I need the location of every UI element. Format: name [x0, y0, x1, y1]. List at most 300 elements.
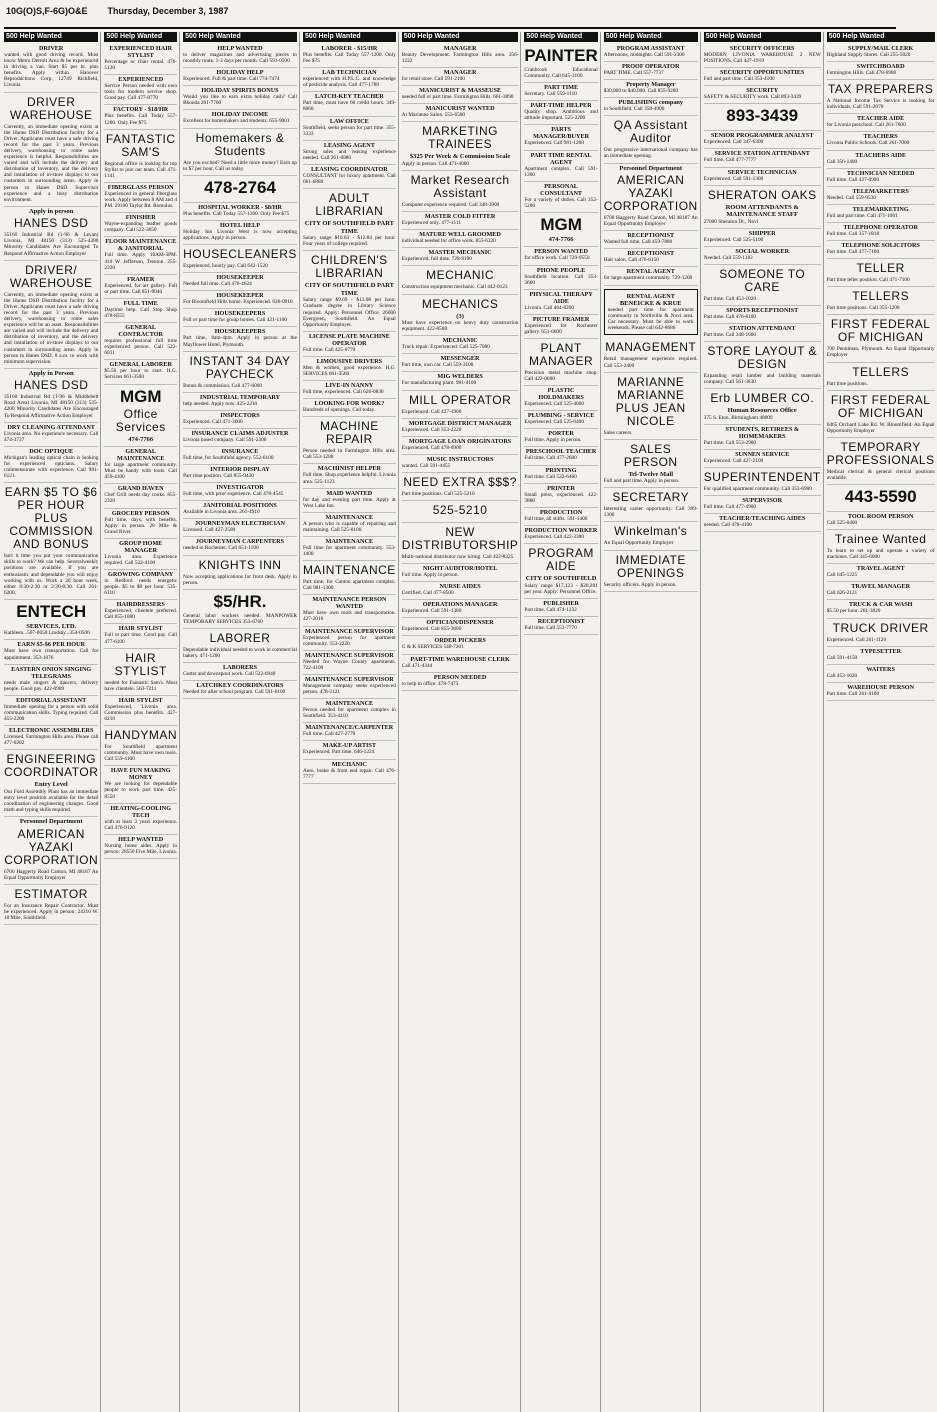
classified-ad: [827, 315, 935, 362]
ad-display-heading: FANTASTIC SAM'S: [105, 131, 176, 159]
ad-body-text: Beauty Development. Farmington Hills area. 356-1222: [401, 52, 519, 65]
classified-ad: [402, 44, 519, 68]
ad-heading: TEACHER AIDE: [857, 115, 905, 123]
ad-body-text: Experienced. Call 427-1900: [401, 408, 462, 415]
classified-ad: [183, 352, 297, 393]
ad-body-text: Part time. Call 453-1020: [703, 295, 757, 302]
ad-display-heading: 525-5210: [432, 502, 488, 517]
ad-body-text: Experienced. Call 427-2100: [703, 458, 764, 465]
ad-subheading: Personnel Department: [619, 164, 683, 172]
classified-ad: [704, 468, 821, 496]
classified-ad: [604, 551, 698, 592]
ad-heading: PARTS MANAGER/BUYER: [533, 126, 590, 141]
ad-display-heading: DRIVER/ WAREHOUSE: [9, 262, 93, 290]
classified-ad: [4, 44, 98, 93]
classified-ad: [604, 116, 698, 163]
classified-ad: [104, 75, 177, 105]
classified-ad: [827, 391, 935, 438]
classified-column: [402, 32, 522, 1412]
ad-heading: PART TIME: [544, 84, 579, 92]
ad-display-heading: Market Research Assistant: [410, 173, 510, 201]
ad-body-text: We are looking for dependable people to work part time. 425-8550: [104, 781, 178, 800]
ad-body-text: needed part time for apartment community in Northville & Novi area. Car necessary. Must be able to work weekends. Please call 642-8686: [607, 307, 694, 332]
ad-body-text: Needed. Call 559-9530: [826, 194, 876, 201]
ad-heading: MAINTENANCE SUPERVISOR: [305, 627, 394, 635]
classified-ad: [4, 885, 98, 925]
ad-heading: HEATING-COOLING TECH: [110, 804, 172, 819]
classified-ad: [104, 570, 177, 600]
classified-ad: [827, 223, 935, 241]
classified-ad: [303, 381, 396, 399]
classified-ad: [604, 231, 698, 249]
ad-body-text: 6700 Haggerty Road Canton, MI 48187 An Equal Opportunity Employer: [4, 868, 99, 881]
classified-ad: [704, 131, 821, 149]
classified-ad: [402, 104, 519, 122]
ad-display-heading: CHILDREN'S LIBRARIAN: [311, 253, 388, 281]
ad-body-text: Retail management experience required. Call 553-2400: [603, 356, 698, 369]
classified-ad: [827, 241, 935, 259]
ad-body-text: Full time. Shop experience helpful. Livonia area. 525-1123: [302, 472, 396, 485]
classified-ad: [104, 600, 177, 624]
classified-ad: [4, 817, 98, 885]
ad-body-text: Needed full time. Call 476-4624: [183, 281, 252, 288]
classified-ad: [827, 582, 935, 600]
classified-column: [827, 32, 937, 1412]
ad-display-heading: DRIVER WAREHOUSE: [9, 94, 93, 122]
ad-heading: SERVICE STATION ATTENDANT: [714, 150, 810, 158]
ad-body-text: Experienced. Call 261-1120: [826, 636, 887, 643]
ad-heading: JANITORIAL POSITIONS: [203, 502, 277, 510]
ad-heading: HOLIDAY HELP: [216, 69, 264, 77]
classified-ad: [183, 221, 297, 245]
classified-ad: [4, 423, 98, 447]
classified-ad: [4, 483, 98, 600]
ad-body-text: Part time positions. Call 355-1200: [826, 305, 900, 312]
ad-heading: MIG WELDERS: [437, 373, 483, 381]
ad-body-text: Certified. Call 477-8500: [401, 590, 454, 597]
ad-heading: MANICURIST & MASSEUSE: [419, 87, 502, 95]
ad-body-text: Call 453-1620: [826, 672, 858, 679]
ad-heading: LATCHKEY COORDINATORS: [196, 682, 284, 690]
classified-ad: [827, 619, 935, 647]
ad-body-text: Livonia. Call 464-8260: [524, 304, 574, 311]
ad-display-heading: MGM: [119, 386, 162, 406]
section-header: 500 Help Wanted: [604, 32, 698, 42]
classified-ad: [402, 295, 519, 337]
ad-body-text: Full time. Call 427-2770: [302, 731, 356, 738]
ad-body-text: Call 626-2121: [826, 590, 858, 597]
ad-body-text: Afternoons, midnights. Call 591-2300: [603, 52, 685, 58]
classified-ad: [402, 501, 519, 523]
classified-ad: [402, 600, 519, 618]
ad-body-text: Part time positions.: [826, 380, 868, 387]
classified-ad: [183, 519, 297, 537]
classified-ad: [827, 80, 935, 114]
ad-display-heading: TELLERS: [852, 364, 910, 379]
ad-body-text: to deliver magazines and advertising pieces to monthly route. 1-3 days per month. Call 591-0500: [183, 52, 297, 65]
ad-heading: SECURITY: [746, 87, 779, 95]
ad-subheading: (3): [456, 312, 464, 320]
ad-heading: MECHANIC: [442, 337, 478, 345]
ad-body-text: Experienced. Call 591-1300: [703, 175, 764, 182]
ad-body-text: Livonia area. No experience necessary. Call 474-3737: [4, 430, 99, 443]
ad-subheading: Entry Level: [34, 781, 68, 789]
ad-body-text: Management company seeks experienced person. 478-2121: [302, 682, 396, 696]
ad-body-text: Needed. Call 559-1182: [703, 254, 753, 261]
classified-ad: [524, 315, 597, 339]
ad-heading: SUNNEN SERVICE: [735, 451, 790, 459]
classified-ad: [4, 369, 98, 423]
ad-heading: MAINTENANCE PERSON WANTED: [312, 596, 387, 611]
classified-ad: [183, 327, 297, 351]
ad-heading: MASTER MECHANIC: [428, 249, 492, 257]
ad-heading: JOURNEYMAN CARPENTERS: [195, 538, 285, 546]
ad-body-text: PART TIME. Call 557-7737: [603, 70, 664, 77]
ad-body-text: Full and part time. Apply in person.: [603, 478, 680, 485]
classified-ad: [402, 86, 519, 104]
classified-ad: [524, 386, 597, 411]
ad-body-text: Experienced. Call 353-2220: [401, 426, 462, 433]
classified-ad: [183, 447, 297, 465]
ad-body-text: Chef Grill needs day cooks. 855-2320: [104, 492, 178, 505]
ad-body-text: Part time positions. Call 525-5210: [401, 490, 475, 497]
ad-body-text: Expanding retail lumber and building materials company. Call 561-3830: [703, 373, 821, 386]
ad-body-text: Full time. Call 553-7770: [524, 624, 577, 631]
classified-ad: [303, 537, 396, 561]
ad-heading: SECURITY OFFICERS: [729, 45, 795, 52]
classified-ad: [524, 247, 597, 265]
ad-subheading: CITY OF SOUTHFIELD PART TIME: [304, 282, 394, 297]
ad-heading: STUDENTS, RETIREES & HOMEMAKERS: [725, 426, 800, 440]
ad-heading: PERSONAL CONSULTANT: [540, 182, 583, 197]
ad-body-text: 700 Penniman, Plymouth. An Equal Opportunity Employer: [826, 346, 935, 359]
classified-ad: [4, 726, 98, 750]
ad-body-text: 35160 Industrial Rd (1-96 & Levan) Livonia, MI 48150 (313) 525-4200 Minority Candidates Are Encouraged To Respond Affirmative Action Employer: [4, 232, 99, 257]
ad-body-text: 35160 Industrial Rd (1-96 & Middlebelt Road Area) Livonia, MI 48150 (313) 525-4200 Minority Candidates Are Encouraged To Respond Affirmative Action Employer: [4, 394, 99, 419]
ad-body-text: for large apartment community. 729-1200: [603, 275, 693, 282]
ad-subheading: $325 Per Week & Commission Scale: [409, 153, 511, 161]
ad-heading: LEASING AGENT: [323, 141, 375, 149]
ad-heading: LABORERS: [222, 664, 258, 672]
ad-body-text: Salary range $10.63 - $12.84 per hour. Four years of college required.: [302, 235, 396, 248]
ad-body-text: Construction equipment mechanic. Call 442-0123: [401, 284, 508, 291]
ad-body-text: Now accepting applications for front desk. Apply in person.: [183, 573, 297, 586]
classified-ad: [303, 399, 396, 417]
classified-ad: [303, 741, 396, 759]
ad-body-text: Experienced person for apartment community. 553-2220: [302, 634, 396, 647]
ad-heading: MAINTENANCE/CARPENTER: [305, 724, 394, 732]
ad-heading: PUBLISHER: [543, 599, 579, 607]
ad-body-text: Full and part time. Call 471-1081: [826, 212, 898, 219]
ad-display-heading: 478-2764: [204, 177, 276, 197]
ad-display-heading: NEED EXTRA $$$?: [403, 474, 517, 489]
ad-body-text: needed full or part time. Farmington Hills. 661-3890: [401, 94, 514, 101]
classified-ad: [704, 168, 821, 186]
classified-ad: [524, 447, 597, 465]
ad-body-text: Must have experience on heavy duty construction equipment. 422-8500: [401, 320, 519, 333]
section-header: 500 Help Wanted: [524, 32, 597, 42]
classified-ad: [524, 544, 597, 599]
ad-display-heading: ENGINEERING COORDINATOR: [4, 752, 99, 780]
ad-body-text: Computer experience required. Call 348-3900: [401, 202, 500, 209]
ad-heading: WAREHOUSE PERSON: [847, 683, 915, 691]
classified-ad: [303, 332, 396, 357]
ad-body-text: Call 591-4150: [826, 654, 858, 661]
ad-body-text: Percentage or chair rental. 476-5120: [104, 59, 178, 72]
ad-body-text: in Redford needs energetic people. $5 to $8 per hour. 535-6110: [104, 577, 178, 597]
ad-subheading: Apply in person: [28, 207, 74, 215]
ad-body-text: Men & women, good experience. H.G. SERVICES 661-3560: [302, 364, 396, 377]
ad-heading: DRY CLEANING ATTENDANT: [7, 423, 95, 431]
ad-display-heading: Homemakers & Students: [195, 130, 285, 158]
ad-heading: TOOL ROOM PERSON: [847, 512, 914, 520]
ad-heading: TELEPHONE OPERATOR: [843, 223, 918, 231]
classified-ad: [402, 372, 519, 390]
ad-heading: FINISHER: [125, 214, 156, 222]
classified-ad: [402, 419, 519, 437]
classified-ad: [303, 357, 396, 381]
classified-ad: [303, 251, 396, 331]
ad-body-text: Licensed, Farmington Hills area. Please call 477-0202: [4, 734, 99, 747]
classified-ad: [524, 182, 597, 213]
ad-display-heading: INSTANT 34 DAY PAYCHECK: [189, 353, 291, 381]
classified-ad: [827, 187, 935, 205]
ad-body-text: Person needed for apartment complex in Southfield. 353-4110: [302, 707, 396, 720]
classified-ad: [303, 92, 396, 116]
ad-body-text: Salary range $9.69 - $13.08 per hour. Graduate degree in Library Science required. Apply: Personnel Office, 26000 Evergreen, Southfield. An Equal Opportunity Employer.: [302, 297, 396, 328]
ad-heading: HAIR STYLIST: [118, 625, 163, 633]
classified-ad: [402, 618, 519, 636]
classified-ad: [183, 411, 297, 429]
classified-ad: [704, 149, 821, 167]
classified-ad: [704, 324, 821, 342]
classified-ad: [827, 363, 935, 391]
classified-ad: [183, 501, 297, 519]
classified-ad: [604, 80, 698, 98]
ad-body-text: Experienced. Call 525-6400: [524, 419, 584, 426]
ad-heading: PORTER: [548, 430, 574, 438]
ad-heading: FIBERGLASS PERSON: [107, 183, 174, 191]
ad-body-text: Experienced, for art gallery. Full or part time. Call 851-9040: [104, 282, 178, 295]
ad-body-text: Our progressive international company has an immediate opening.: [603, 147, 698, 160]
classified-ad: [104, 649, 177, 696]
ad-display-heading: MGM: [540, 214, 582, 234]
ad-heading: LABORER - $15/HR: [321, 45, 378, 52]
ad-body-text: Salary range $17,123 - $20,281 per year. Apply: Personnel Office.: [524, 582, 598, 595]
ad-display-heading: SECRETARY: [612, 490, 690, 505]
classified-ad: [402, 248, 519, 266]
classified-ad: [104, 726, 177, 766]
classified-ad: [827, 683, 935, 701]
ad-heading: HELP WANTED: [217, 45, 263, 52]
ad-display-heading: 443-5590: [844, 486, 917, 506]
classified-ad: [4, 93, 98, 207]
ad-heading: HOUSEKEEPER: [216, 274, 264, 282]
ad-body-text: Full time. Call 425-0770: [302, 346, 356, 353]
classified-ad: [604, 98, 698, 116]
ad-body-text: Needed for after school program. Call 591-0100: [183, 689, 286, 696]
ad-display-heading: NEW DISTRIBUTORSHIP: [401, 524, 519, 552]
ad-body-text: needed in Rochester. Call 651-1100: [183, 545, 259, 552]
classified-ad: [524, 83, 597, 101]
ad-heading: MAINTENANCE SUPERVISOR: [305, 651, 394, 659]
ad-body-text: Full time. Apply 10AM-3PM. 410 W. Jefferson, Trenton. 255-2320: [104, 252, 178, 271]
ad-body-text: for Livonia preschool. Call 261-7000: [826, 122, 906, 129]
ad-display-heading: SOMEONE TO CARE: [719, 266, 806, 294]
ad-heading: MAINTENANCE: [325, 538, 374, 545]
classified-ad: [524, 508, 597, 526]
ad-body-text: For manufacturing plant. 981-4100: [401, 380, 477, 387]
ad-heading: SERVICE TECHNICIAN: [727, 168, 797, 176]
ad-body-text: Must have own tools and transportation. 427-2010: [302, 610, 396, 623]
ad-body-text: Experienced. Part time. 646-1224: [302, 749, 375, 756]
classified-ad: [104, 44, 177, 75]
classified-ad: [183, 203, 297, 221]
ad-display-heading: MECHANIC: [426, 268, 495, 283]
ad-body-text: Available in Livonia area. 261-4910: [183, 509, 260, 516]
classified-ad: [402, 336, 519, 354]
ad-display-heading: PROGRAM AIDE: [528, 546, 594, 574]
ad-body-text: 375 S. Eton, Birmingham 48009: [703, 414, 773, 421]
ad-heading: JOURNEYMAN ELECTRICIAN: [195, 520, 285, 528]
classified-column: [183, 32, 300, 1412]
ad-display-heading: MANAGEMENT: [605, 340, 697, 355]
classified-ad: [402, 673, 519, 691]
ad-body-text: Full and part time. Call 353-4100: [703, 76, 775, 83]
ad-heading: RECEPTIONIST: [627, 232, 675, 240]
ad-body-text: Needed for Wayne County apartments. 722-4100: [302, 658, 396, 671]
ad-heading: SUPPLY/MAIL CLERK: [848, 45, 914, 52]
ad-heading: MAINTENANCE: [325, 700, 374, 708]
classified-ad: [4, 261, 98, 369]
classified-ad: [303, 627, 396, 651]
ad-heading: PRESCHOOL TEACHER: [525, 448, 597, 456]
classified-ad: [704, 514, 821, 532]
ad-body-text: For an Insurance Repair Contractor. Must be experienced. Apply in person: 24310 W. 10 Mile, Southfield.: [4, 902, 99, 922]
ad-heading: LICENSE PLATE MACHINE OPERATOR: [308, 332, 390, 347]
ad-body-text: Experienced. Call 591-1300: [401, 608, 462, 615]
ad-heading: MESSENGER: [440, 355, 480, 363]
classified-ad: [704, 306, 821, 324]
ad-heading: HOSPITAL WORKER - $8/HR: [198, 203, 282, 211]
classified-ad: [827, 114, 935, 132]
ad-body-text: Service Person needed with own tools for modern service shop. Good pay. Call 477-8770: [104, 83, 178, 102]
ad-heading: TEACHER/TEACHING AIDES: [719, 515, 806, 523]
section-header: 500 Help Wanted: [183, 32, 297, 42]
ad-heading: MUSIC INSTRUCTORS: [426, 455, 494, 463]
ad-heading: TELEPHONE SOLICITORS: [841, 242, 920, 250]
ad-body-text: experienced with H.P.L.C. and knowledge of pesticide analysis. Call 477-1780: [302, 76, 396, 89]
ad-body-text: Strong sales and leasing experience needed. Call 261-6880: [302, 148, 396, 161]
ad-body-text: Part time. Call 476-6100: [703, 314, 757, 321]
classified-ad: [402, 354, 519, 372]
ad-subheading: Apply in Person: [28, 369, 74, 377]
ad-body-text: Part time. Call 477-7100: [826, 249, 880, 256]
classified-ad: [402, 636, 519, 654]
classified-ad: [303, 513, 396, 537]
ad-body-text: Truck repair. Experienced. Call 525-7080: [401, 344, 490, 351]
ad-display-heading: HANES DSD: [13, 378, 89, 393]
ad-heading: NIGHT AUDITOR/HOTEL: [422, 565, 498, 573]
classified-ad: [704, 342, 821, 389]
ad-heading: SOCIAL WORKER: [735, 247, 790, 255]
ad-body-text: Must have own transportation. Call for appointment. 353-1076: [4, 648, 99, 661]
classified-ad: [604, 267, 698, 285]
ad-heading: DRIVER: [38, 45, 64, 52]
ad-heading: FRAMER: [127, 275, 155, 283]
ad-heading: OPTICIAN/DISPENSER: [426, 619, 494, 627]
ad-body-text: Full time, for Southfield agency. 552-6100: [183, 454, 274, 461]
classified-ad: [704, 389, 821, 425]
classified-column: [303, 32, 399, 1412]
ad-heading: TELEMARKETERS: [852, 187, 909, 195]
ad-body-text: 6465 Orchard Lake Rd. W. Bloomfield. An Equal Opportunity Employer: [826, 421, 935, 434]
ad-heading: GROCERY PERSON: [111, 509, 170, 517]
classified-ad: [524, 429, 597, 447]
classified-ad: [402, 455, 519, 473]
ad-body-text: Plus benefits. Call Today 557-1200. Only Fee $75: [302, 52, 396, 65]
ad-body-text: Part time. Call 474-1232: [524, 606, 577, 613]
ad-display-heading: $5/HR.: [213, 591, 267, 611]
classified-column: [604, 32, 701, 1412]
classified-ad: [183, 590, 297, 629]
classified-ad: [4, 207, 98, 261]
ad-body-text: Full time, with prior experience. Call 478-4545: [183, 491, 284, 498]
ad-heading: TELEMARKETING: [852, 205, 909, 213]
ad-display-heading: Trainee Wanted: [834, 532, 927, 547]
ad-body-text: Full time. Call 477-4900: [703, 504, 757, 511]
classified-ad: [183, 309, 297, 327]
ad-subheading: Tel-Twelve Mall: [628, 470, 674, 478]
ad-body-text: Experienced. Full & part time. Call 774-7474: [183, 76, 280, 83]
classified-ad: [704, 44, 821, 68]
ad-body-text: help needed. Apply now. 425-2210: [183, 400, 258, 407]
classified-ad: [183, 273, 297, 291]
ad-body-text: MODERN LIVONIA WAREHOUSE 2 NEW POSITIONS. Call 427-1919: [703, 52, 821, 65]
ad-body-text: Part time teller position. Call 471-7100: [826, 277, 910, 284]
classified-ad: [524, 617, 597, 635]
ad-body-text: Part time, for Canton apartment complex. Call 981-1300: [302, 579, 396, 592]
ad-subheading: 474-7766: [128, 435, 154, 443]
classified-ad: [104, 360, 177, 384]
classified-column: [704, 32, 824, 1412]
classified-ad: [524, 101, 597, 125]
ad-heading: MATURE WELL GROOMED: [419, 231, 501, 239]
ad-heading: TECHNICIAN NEEDED: [846, 169, 915, 177]
classified-ad: [183, 86, 297, 110]
classified-ad: [104, 299, 177, 323]
ad-body-text: Quality shop. Ambitious and attitude important. 525-2200: [524, 109, 598, 122]
masthead: [4, 4, 896, 29]
ad-heading: GENERAL CONTRACTOR: [118, 324, 164, 339]
ad-heading: FULL TIME: [123, 299, 158, 307]
ad-body-text: Wayne-expanding leather goods company. Call 522-3650: [104, 221, 178, 234]
classified-ad: [827, 44, 935, 62]
ad-heading: HOUSEKEEPER: [216, 292, 264, 300]
ad-body-text: Small press, experienced. 422-3880: [524, 491, 598, 504]
ad-heading: HOUSEKEEPERS: [214, 328, 266, 336]
ad-display-heading: HANES DSD: [13, 216, 89, 231]
ad-body-text: Highland Supply Stores. Call 255-5020: [826, 52, 911, 58]
ad-body-text: Full or part time. Good pay. Call 477-6100: [104, 632, 178, 645]
ad-body-text: Full time, all shifts. 591-1400: [524, 515, 588, 522]
ad-heading: STATION ATTENDANT: [728, 325, 796, 333]
ad-body-text: individual needed for office work. 855-6320: [401, 238, 496, 245]
ad-heading: MANICURIST WANTED: [425, 105, 495, 113]
ad-heading: EARN $5-$6 PER HOUR: [17, 641, 85, 649]
ad-heading: PROOF OPERATOR: [622, 63, 680, 71]
ad-heading: MAINTENANCE: [325, 513, 374, 521]
